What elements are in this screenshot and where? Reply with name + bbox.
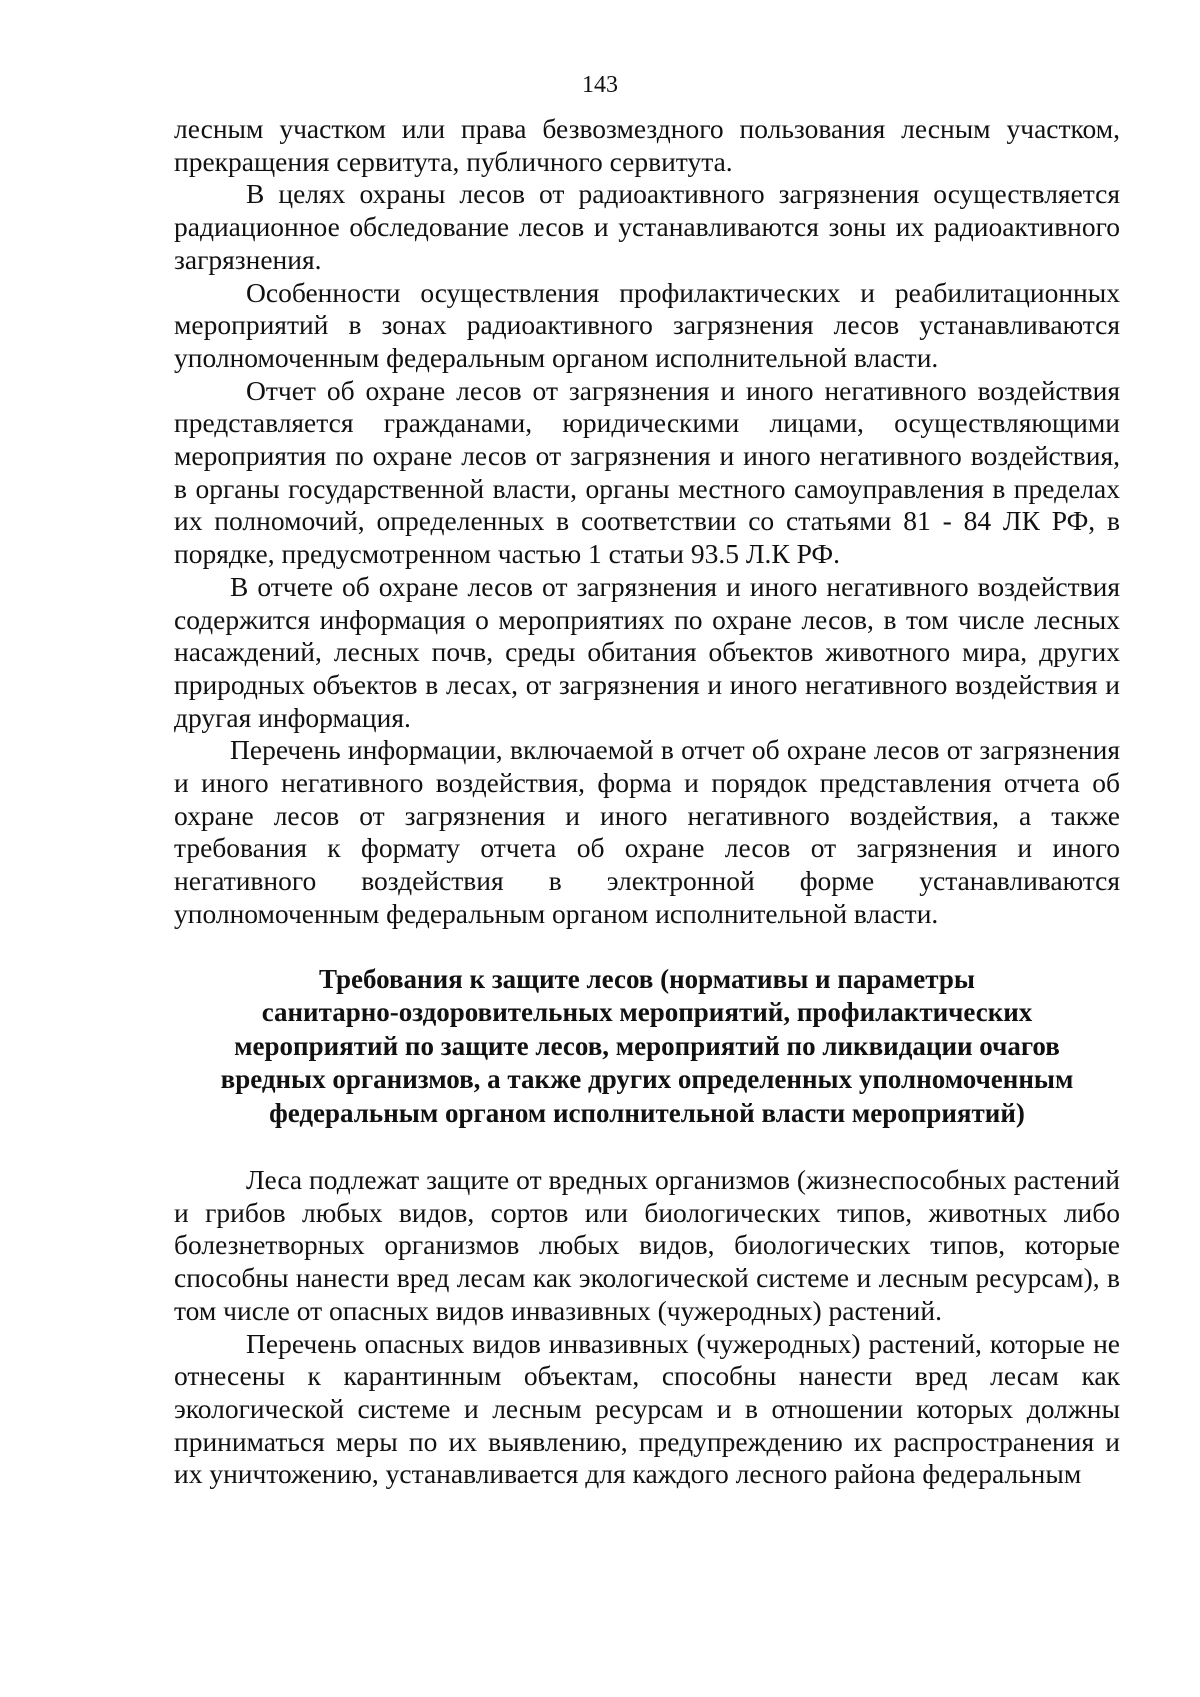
section-heading-line: Требования к защите лесов (нормативы и параметры [319, 963, 975, 994]
paragraph-radiation-survey: В целях охраны лесов от радиоактивного загрязнения осуществляется радиационное обследование лесов и устанавливаются зоны их радиоактивного загрязнения. [174, 178, 1120, 275]
paragraph-report-contents: В отчете об охране лесов от загрязнения и иного негативного воздействия содержится информация о мероприятиях по охране лесов, в том числе лесных насаждений, лесных почв, среды обитания объектов животного мира, других природных объектов в лесах, от загрязнения и иного негативного воздействия и другая информация. [174, 570, 1120, 733]
paragraph-invasive-species-list: Перечень опасных видов инвазивных (чужеродных) растений, которые не отнесены к карантинным объектам, способны нанести вред лесам как экологической системе и лесным ресурсам и в отношении которых должны приниматься меры по их выявлению, предупреждению их распространения и их уничтожению, устанавливается для каждого лесного района федеральным [174, 1327, 1120, 1490]
paragraph-report-submission: Отчет об охране лесов от загрязнения и иного негативного воздействия представляется гражданами, юридическими лицами, осуществляющими мероприятия по охране лесов от загрязнения и иного негативного воздействия, в органы государственной власти, органы местного самоуправления в пределах их полномочий, определенных в соответствии со статьями 81 - 84 ЛК РФ, в порядке, предусмотренном частью 1 статьи 93.5 Л.К РФ. [174, 374, 1120, 570]
paragraph-report-format: Перечень информации, включаемой в отчет об охране лесов от загрязнения и иного негативного воздействия, форма и порядок представления отчета об охране лесов от загрязнения и иного негативного воздействия, а также требования к формату отчета об охране лесов от загрязнения и иного негативного воздействия в электронной форме устанавливаются уполномоченным федеральным органом исполнительной власти. [174, 734, 1120, 929]
section-heading-line: вредных организмов, а также других определенных уполномоченным [220, 1064, 1074, 1095]
section-heading-line: мероприятий по защите лесов, мероприятий по ликвидации очагов [234, 1030, 1060, 1061]
page-number: 143 [582, 72, 618, 98]
section-heading [174, 963, 1120, 1131]
page-content [174, 113, 1120, 1491]
paragraph-harmful-organisms: Леса подлежат защите от вредных организмов (жизнеспособных растений и грибов любых видов, сортов или биологических типов, животных либо болезнетворных организмов любых видов, биологических типов, которые способны нанести вред лесам как экологической системе и лесным ресурсам), в том числе от опасных видов инвазивных (чужеродных) растений. [174, 1164, 1120, 1326]
paragraph-continuation: лесным участком или права безвозмездного пользования лесным участком, прекращения сервитута, публичного сервитута. [174, 113, 1120, 177]
section-heading-line: санитарно-оздоровительных мероприятий, профилактических [261, 997, 1033, 1028]
section-heading-line: федеральным органом исполнительной власти мероприятий) [269, 1097, 1025, 1128]
paragraph-rehabilitation-measures: Особенности осуществления профилактических и реабилитационных мероприятий в зонах радиоактивного загрязнения лесов устанавливаются уполномоченным федеральным органом исполнительной власти. [174, 276, 1120, 373]
